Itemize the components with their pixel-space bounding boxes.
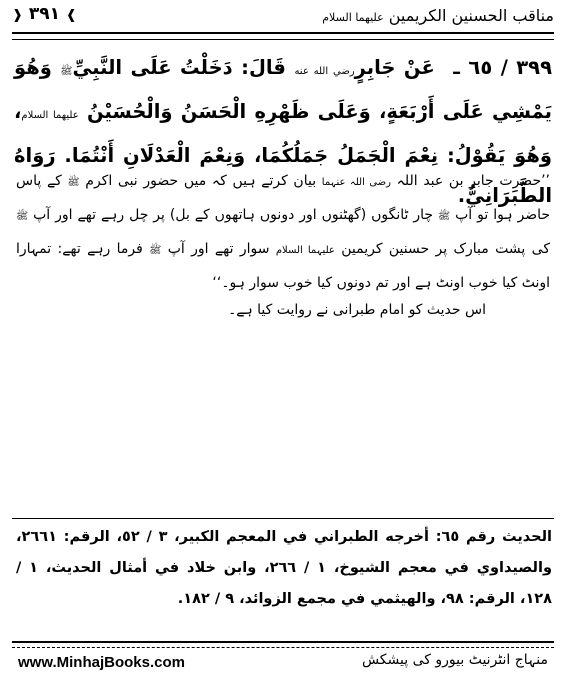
translation-honorific-hasanain: علیہما السلام: [275, 245, 335, 256]
salutation-mark: ﷺ: [60, 66, 73, 77]
footer-credit: منہاج انٹرنیٹ بیورو کی پیشکش: [361, 652, 548, 668]
hadith-seg-2: قَالَ: دَخَلْتُ عَلَى النَّبِيِّ: [72, 56, 286, 79]
translation-seg-4: چار ٹانگوں (گھٹنوں اور دونوں ہاتھوں کے بل) پر چل رہے تھے اور آپ: [33, 207, 434, 223]
honorific-hasanain: عليهما السلام: [21, 110, 79, 121]
footnote-rule: [12, 518, 554, 519]
translation-salutation-2: ﷺ: [438, 211, 451, 222]
translation-salutation-1: ﷺ: [67, 177, 80, 188]
header-rule: [12, 32, 554, 40]
hadith-seg-3: وَهُوَ يَمْشِي عَلَى أَرْبَعَةٍ، وَعَلَى ظَهْرِهِ الْحَسَنُ وَالْحُسَيْنُ: [14, 56, 552, 123]
translation-seg-6: سوار تھے اور آپ: [167, 241, 270, 257]
translation-seg-1: ’’حضرت جابر بن عبد اللہ: [396, 173, 550, 189]
footnote-label: الحديث رقم ٦٥:: [435, 529, 553, 545]
narration-note: اس حدیث کو امام طبرانی نے روایت کیا ہے۔: [228, 302, 486, 318]
translation-seg-2: بیان کرتے ہیں کہ میں حضور نبی اکرم: [85, 173, 317, 189]
footnote: [16, 522, 552, 615]
page-number-value: ٣٩١: [28, 4, 60, 24]
page-number: [12, 4, 77, 24]
footnote-text: أخرجه الطبراني في المعجم الكبير، ٣ / ٥٢، الرقم: ٢٦٦١، والصيداوي في معجم الشيوخ، ١ / ٢٦٦، وابن خلاد في أمثال الحديث، ١ / ١٢٨، الرقم: ٩٨، والهيثمي في مجمع الزوائد، ٩ / ١٨٢.: [16, 529, 552, 607]
translation-salutation-3: ﷺ: [16, 211, 29, 222]
translation-salutation-4: ﷺ: [149, 245, 162, 256]
ornament-close-icon: ❰: [12, 8, 23, 23]
ornament-open-icon: ❱: [65, 8, 77, 23]
hadith-seg-4: ، وَهُوَ يَقُوْلُ: نِعْمَ الْجَمَلُ جَمَلُكُمَا، وَنِعْمَ الْعَدْلَانِ أَنْتُمَا. رَوَاهُ الطَّبَرَانِيُّ.: [14, 100, 552, 207]
translation-honorific-jabir: رضی اللہ عنہما: [321, 177, 391, 188]
page-header: [12, 4, 554, 30]
footer-rule: [12, 641, 554, 648]
honorific-jabir: رضي الله عنه: [294, 66, 355, 77]
translation-seg-7: فرما رہے تھے: تمہارا اونٹ کیا خوب اونٹ ہے اور تم دونوں کیا خوب سوار ہو۔‘‘: [16, 241, 550, 291]
running-title-text: مناقب الحسنين الكريمين: [388, 6, 554, 25]
hadith-number: ٣٩٩ / ٦٥ ـ: [453, 56, 552, 79]
translation-seg-5: کی پشت مبارک پر حسنین کریمین: [341, 241, 550, 257]
running-title: [322, 6, 554, 25]
urdu-translation: [16, 165, 550, 300]
translation-seg-3: کے پاس حاضر ہوا تو آپ: [16, 173, 551, 223]
hadith-seg-1: عَنْ جَابِرٍ: [354, 56, 435, 79]
running-title-honorific: عليهما السلام: [322, 11, 384, 24]
website-link[interactable]: www.MinhajBooks.com: [18, 654, 185, 671]
